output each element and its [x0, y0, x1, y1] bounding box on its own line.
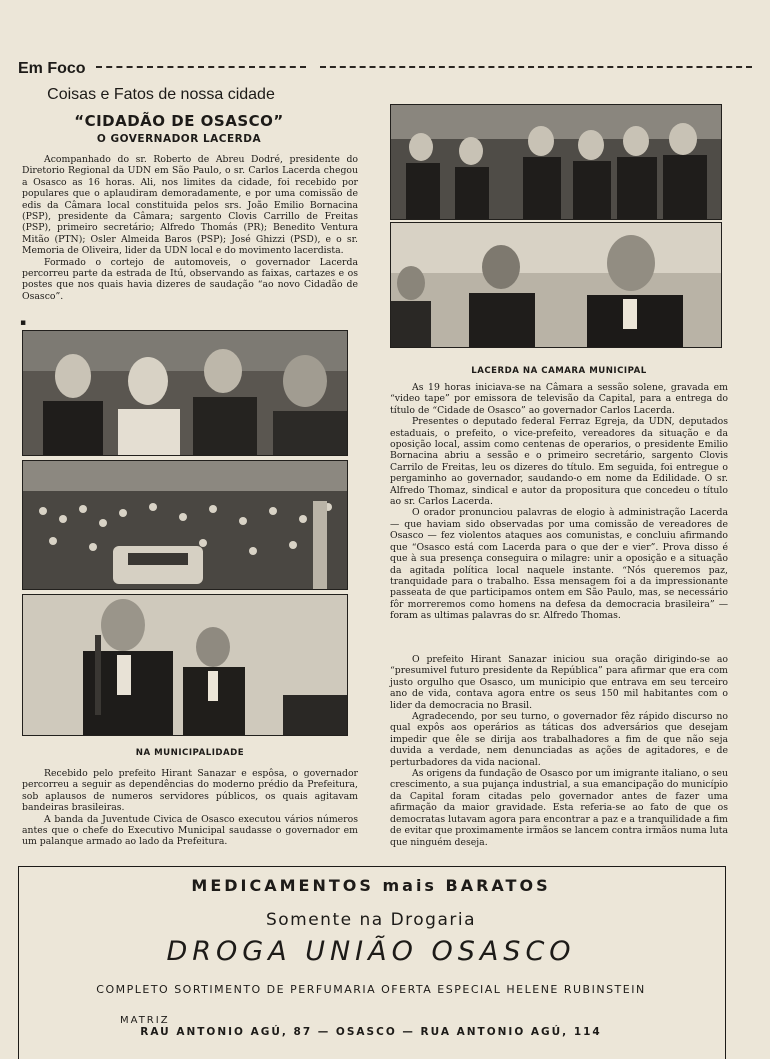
- subhead: Coisas e Fatos de nossa cidade: [47, 86, 275, 103]
- intro-paragraph: Formado o cortejo de automoveis, o governador Lacerda percorreu parte da estrada de Itú, observando as faixas, cartazes e os postes que nos quais havia dizeres de saudação “ao novo Cidadão de Osasco”.: [22, 256, 358, 302]
- prefeito-paragraph: O prefeito Hirant Sanazar iniciou sua oração dirigindo-se ao “presumivel futuro presidente da República” para afirmar que era com justo orgulho que Osasco, um municipio que entrava em seu terceiro ano de vida, contava agora entre os seus 150 mil habitantes com o lider da democracia no Brasil.: [390, 654, 728, 711]
- ad-addresses: RAU ANTONIO AGÚ, 87 — OSASCO — RUA ANTONIO AGÚ, 114: [140, 1026, 602, 1038]
- header-rule-left: [96, 66, 306, 68]
- camara-paragraph: Presentes o deputado federal Ferraz Egreja, da UDN, deputados estaduais, o prefeito, o vice-prefeito, vereadores da situação e da oposição local, assim como centenas de operarios, o presidente Emilio Bornacina abriu a sessão e o primeiro secretário, sargento Clovis Carrilo de Freitas, leu os dizeres do título. Em seguida, foi entregue o pergaminho ao governador, saudando-o em nome da Edilidade. O sr. Alfredo Thomaz, sindical e autor da propositura que concedeu o título ao sr. Carlos Lacerda.: [390, 416, 728, 508]
- section-label: Em Foco: [18, 60, 86, 77]
- intro-paragraph: Acompanhado do sr. Roberto de Abreu Dodré, presidente do Diretorio Regional da UDN em São Paulo, o sr. Carlos Lacerda chegou a Osasco as 16 horas. Ali, nos limites da cidade, foi recebido por populares que o aplaudiram demoradamente, e por uma comissão de edis da Câmara local constituida pelos srs. João Emilio Bornacina (PSP), presidente da Câmara; sargento Clovis Carrillo de Freitas (PSP), primeiro secretário; Alfredo Thomás (PR); Benedito Ventura Mitão (PTN); Osler Almeida Baros (PSP); José Ghizzi (PSD), e o sr. Memoria de Oliveira, lider da UDN local e do movimento lacerdista.: [22, 154, 358, 257]
- header-rule-right: [320, 66, 752, 68]
- camara-heading: LACERDA NA CAMARA MUNICIPAL: [471, 366, 647, 376]
- bullet-ornament: ▪: [20, 318, 27, 328]
- camara-text: [390, 382, 728, 622]
- photo-crowd-street: [22, 460, 348, 590]
- photo-governor-group: [390, 104, 722, 220]
- article-subtitle: O GOVERNADOR LACERDA: [96, 133, 262, 145]
- ad-offer: COMPLETO SORTIMENTO DE PERFUMARIA OFERTA ESPECIAL HELENE RUBINSTEIN: [96, 983, 646, 996]
- municipalidade-heading: NA MUNICIPALIDADE: [135, 748, 245, 758]
- prefeito-paragraph: Agradecendo, por seu turno, o governador fêz rápido discurso no qual expôs aos operários as táticas dos adversários que desejam impedir que êle se dirija aos trabalhadores a fim de que não seja duvida a verdade, nem denunciadas as ações de agitadores, e de perturbadores da vida nacional.: [390, 711, 728, 768]
- article-title: “CIDADÃO DE OSASCO”: [74, 112, 284, 130]
- ad-store-name: DROGA UNIÃO OSASCO: [166, 936, 576, 967]
- municipalidade-paragraph: Recebido pelo prefeito Hirant Sanazar e espôsa, o governador percorreu a seguir as dependências do moderno prédio da Prefeitura, sob aplausos de numeros servidores públicos, os quais agitavam bandeiras brasileiras.: [22, 768, 358, 814]
- photo-speech-microphone: [22, 594, 348, 736]
- prefeito-text: [390, 654, 728, 848]
- camara-paragraph: O orador pronunciou palavras de elogio à administração Lacerda — que haviam sido observadas por uma comissão de vereadores de Osasco — fez violentos ataques aos comunistas, e concluiu afirmando que “Osasco está com Lacerda para o que der e vier”. Prova disso é que à sua presença conseguira o milagre: unir a oposição e a situação da agitada política local naquele instante. “Nós queremos paz, tranquidade para o trabalho. Essa mensagem foi a da impressionante passeata de que participamos ontem em São Paulo, mas, se necessário fôr morreremos como homens na defesa da democracia brasileira” — foram as ultimas palavras do sr. Alfredo Thomas.: [390, 507, 728, 622]
- intro-text: [22, 154, 358, 302]
- ad-matriz-label: MATRIZ: [120, 1015, 170, 1026]
- prefeito-paragraph: As origens da fundação de Osasco por um imigrante italiano, o seu crescimento, a sua pujança industrial, a sua emancipação do município da Capital foram citadas pelo governador antes de fazer uma afirmação da maior gravidade. Esta referia-se ao fato de que os democratas lutavam agora para encontrar a paz e a tranquilidade a fim de evitar que proximamente irmãos se lancem contra irmãos numa luta que ninguém deseja.: [390, 768, 728, 848]
- camara-paragraph: As 19 horas iniciava-se na Câmara a sessão solene, gravada em “video tape” por emissora de televisão da Capital, para a entrega do título de “Cidade de Osasco” ao governador Carlos Lacerda.: [390, 382, 728, 416]
- ad-headline: MEDICAMENTOS mais BARATOS: [191, 876, 551, 895]
- municipalidade-paragraph: A banda da Juventude Civica de Osasco executou vários números antes que o chefe do Executivo Municipal saudasse o governador em um palanque armado ao lado da Prefeitura.: [22, 813, 358, 848]
- ad-tagline: Somente na Drogaria: [265, 910, 477, 930]
- photo-governor-with-wife: [22, 330, 348, 456]
- municipalidade-text: [22, 768, 358, 848]
- photo-governor-closeup: [390, 222, 722, 348]
